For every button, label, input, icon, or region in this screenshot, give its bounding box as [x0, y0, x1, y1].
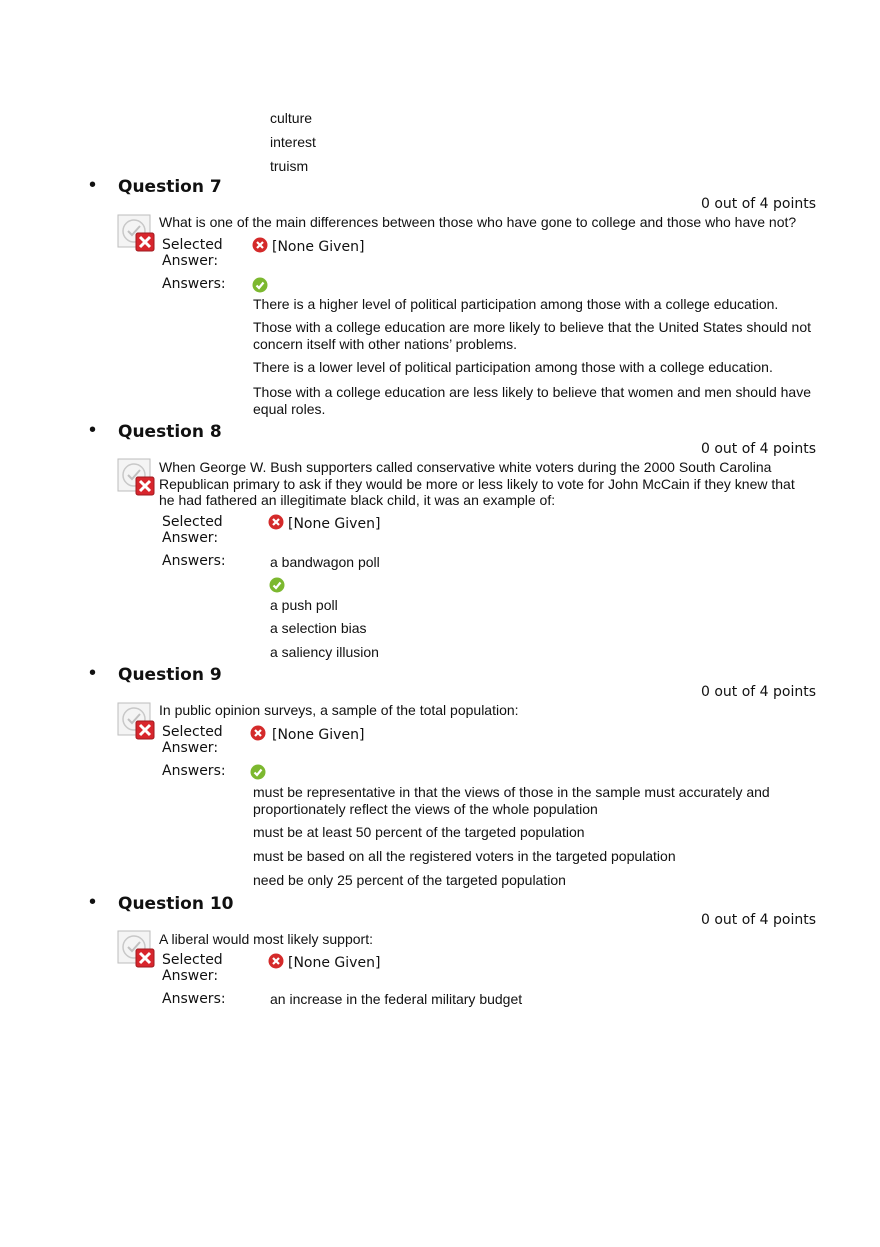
- bullet: •: [89, 662, 97, 684]
- selected-answer-value: [None Given]: [288, 955, 381, 971]
- bullet: •: [89, 891, 97, 913]
- selected-answer-label: Selected Answer:: [162, 237, 223, 269]
- answer-option: must be based on all the registered voters in the targeted population: [253, 848, 676, 864]
- selected-answer-label: Selected Answer:: [162, 724, 223, 756]
- incorrect-question-icon: [117, 930, 155, 968]
- correct-check-icon: [269, 577, 285, 593]
- answers-label: Answers:: [162, 991, 226, 1007]
- correct-check-icon: [252, 277, 268, 293]
- incorrect-x-icon: [252, 237, 268, 253]
- answer-option: a selection bias: [270, 620, 367, 636]
- incorrect-question-icon: [117, 458, 155, 496]
- answer-option: must be at least 50 percent of the targeted population: [253, 824, 585, 840]
- answers-label: Answers:: [162, 276, 226, 292]
- question-text: What is one of the main differences between those who have gone to college and those who have not?: [159, 214, 797, 230]
- bullet: •: [89, 174, 97, 196]
- incorrect-x-icon: [250, 725, 266, 741]
- option-interest: interest: [270, 134, 316, 150]
- answer-option: Those with a college education are less likely to believe that women and men should have equal roles.: [253, 384, 811, 417]
- option-truism: truism: [270, 158, 309, 174]
- question-title: Question 9: [118, 665, 222, 685]
- selected-answer-label: Selected Answer:: [162, 952, 223, 984]
- question-text: In public opinion surveys, a sample of the total population:: [159, 702, 519, 718]
- incorrect-x-icon: [268, 953, 284, 969]
- answer-option: There is a lower level of political participation among those with a college education.: [253, 359, 773, 375]
- incorrect-question-icon: [117, 214, 155, 252]
- question-text: A liberal would most likely support:: [159, 931, 373, 947]
- answer-option: a saliency illusion: [270, 644, 379, 660]
- answers-label: Answers:: [162, 553, 226, 569]
- bullet: •: [89, 419, 97, 441]
- question-title: Question 8: [118, 422, 222, 442]
- question-text: When George W. Bush supporters called conservative white voters during the 2000 South Carolina Republican primary to ask if they would be more or less likely to vote for John McCain if they knew that he had fathered an illegitimate black child, it was an example of:: [159, 459, 795, 508]
- question-title: Question 10: [118, 894, 234, 914]
- selected-answer-value: [None Given]: [272, 727, 365, 743]
- points-score: 0 out of 4 points: [701, 196, 817, 212]
- answers-label: Answers:: [162, 763, 226, 779]
- question-title: Question 7: [118, 177, 222, 197]
- points-score: 0 out of 4 points: [701, 912, 817, 928]
- answer-option: need be only 25 percent of the targeted population: [253, 872, 566, 888]
- correct-check-icon: [250, 764, 266, 780]
- points-score: 0 out of 4 points: [701, 441, 817, 457]
- answer-option: must be representative in that the views of those in the sample must accurately and proportionately reflect the views of the whole population: [253, 784, 770, 817]
- answer-option: Those with a college education are more likely to believe that the United States should not concern itself with other nations’ problems.: [253, 319, 811, 352]
- incorrect-question-icon: [117, 702, 155, 740]
- points-score: 0 out of 4 points: [701, 684, 817, 700]
- selected-answer-value: [None Given]: [272, 239, 365, 255]
- incorrect-x-icon: [268, 514, 284, 530]
- answer-option: an increase in the federal military budget: [270, 991, 523, 1007]
- answer-option: a bandwagon poll: [270, 554, 380, 570]
- selected-answer-value: [None Given]: [288, 516, 381, 532]
- answer-option: There is a higher level of political participation among those with a college education.: [253, 296, 779, 312]
- answer-option: a push poll: [270, 597, 338, 613]
- selected-answer-label: Selected Answer:: [162, 514, 223, 546]
- option-culture: culture: [270, 110, 313, 126]
